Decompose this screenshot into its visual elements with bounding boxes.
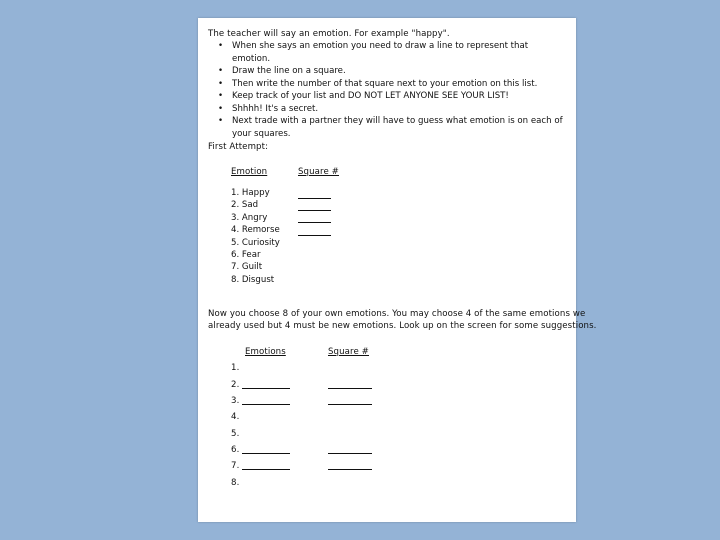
instruction-item: • Then write the number of that square next to your emotion on this list.	[218, 78, 568, 91]
list-item: 4. Remorse	[231, 225, 280, 236]
worksheet-page	[198, 18, 597, 522]
square-blank[interactable]	[328, 388, 372, 389]
emotion-blank[interactable]	[242, 469, 290, 470]
instruction-item: • Next trade with a partner they will have to guess what emotion is on each of your squares.	[218, 115, 568, 140]
number-label: 6.	[231, 445, 240, 455]
list-item: 6. Fear	[231, 250, 261, 261]
number-label: 1.	[231, 363, 240, 373]
number-label: 7.	[231, 461, 240, 471]
number-label: 4.	[231, 412, 240, 422]
number-label: 2.	[231, 380, 240, 390]
emotions-column-header: Emotions	[245, 347, 286, 357]
number-label: 8.	[231, 478, 240, 488]
number-label: 3.	[231, 396, 240, 406]
list-item: 7. Guilt	[231, 262, 263, 273]
list-item: 2. Sad	[231, 200, 259, 211]
square-blank[interactable]	[328, 404, 372, 405]
square-blank[interactable]	[298, 198, 331, 199]
instruction-item: • Keep track of your list and DO NOT LET ANYONE SEE YOUR LIST!	[218, 90, 568, 103]
square-blank[interactable]	[298, 235, 331, 236]
list-item: 8. Disgust	[231, 274, 275, 285]
instruction-item: • When she says an emotion you need to draw a line to represent that emotion.	[218, 40, 568, 65]
first-attempt-title: First Attempt:	[208, 142, 269, 152]
square-blank[interactable]	[328, 453, 372, 454]
instruction-item: • Draw the line on a square.	[218, 65, 568, 78]
instruction-list	[218, 40, 568, 140]
instruction-item: • Shhhh! It's a secret.	[218, 103, 568, 116]
list-item: 1. Happy	[231, 188, 270, 198]
square-blank[interactable]	[298, 210, 331, 211]
own-emotions-paragraph-line-2: already used but 4 must be new emotions. Look up on the screen for some suggestions.	[208, 321, 597, 331]
list-item: 3. Angry	[231, 212, 268, 223]
list-item: 5. Curiosity	[231, 237, 280, 248]
square-column-header: Square #	[298, 167, 339, 177]
square-blank[interactable]	[328, 469, 372, 470]
emotion-blank[interactable]	[242, 453, 290, 454]
emotion-column-header: Emotion	[231, 167, 268, 177]
square-column-header-2: Square #	[328, 347, 369, 357]
own-emotions-paragraph-line-1: Now you choose 8 of your own emotions. You may choose 4 of the same emotions we	[208, 309, 586, 319]
intro-text: The teacher will say an emotion. For example "happy".	[208, 29, 450, 39]
emotion-blank[interactable]	[242, 388, 290, 389]
first-attempt-list	[231, 187, 280, 286]
emotion-blank[interactable]	[242, 404, 290, 405]
square-blank[interactable]	[298, 222, 331, 223]
number-label: 5.	[231, 429, 240, 439]
